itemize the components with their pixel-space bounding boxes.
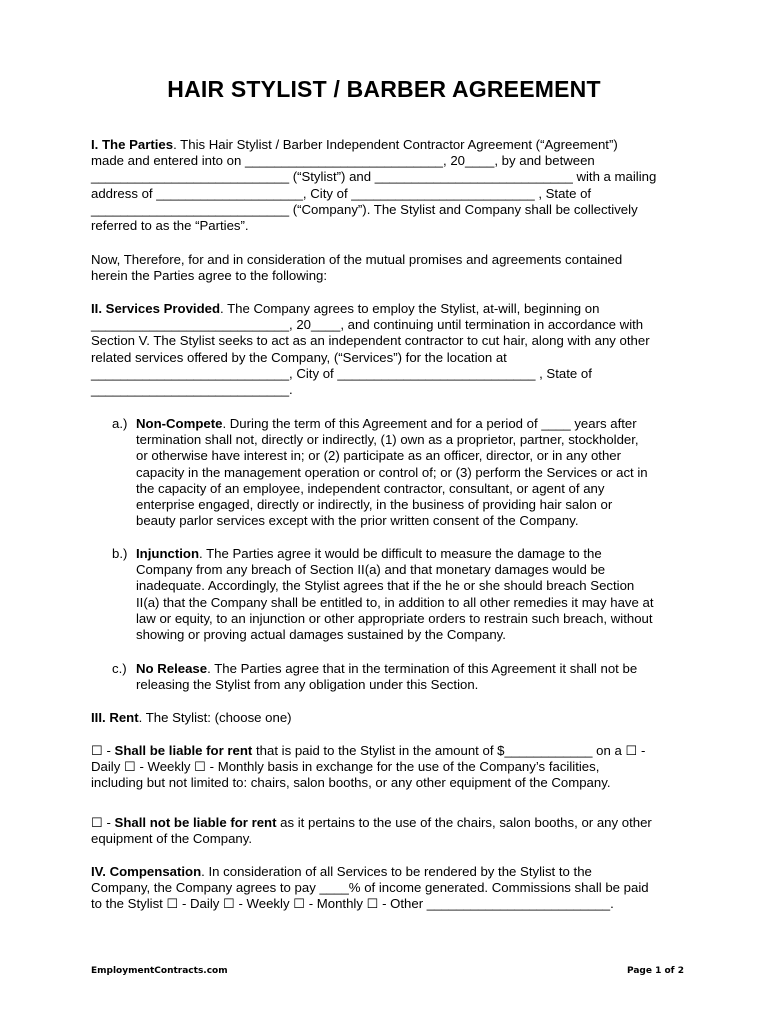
injunction-line: II(a) that the Company shall be entitled to, in addition to all other remedies it may have at [136,594,654,610]
section-now-therefore [91,252,691,284]
noncompete-marker: a.) [112,416,128,431]
rent-intro: . The Stylist: (choose one) [138,710,292,725]
rent-liable-line: including but not limited to: chairs, salon booths, or any other equipment of the Company. [91,775,611,791]
noncompete-line: termination shall not, directly or indirectly, (1) own as a proprietor, partner, stockholder, [136,432,639,448]
injunction-line: showing or proving actual damages sustained by the Company. [136,627,506,643]
injunction-line: . The Parties agree it would be difficult to measure the damage to the [199,546,602,561]
services-line: ___________________________. [91,382,293,398]
parties-heading: I. The Parties [91,137,174,152]
injunction-line: Company from any breach of Section II(a) and that monetary damages would be [136,562,606,578]
services-line: related services offered by the Company, (“Services”) for the location at [91,349,507,365]
rent-liable-label: Shall be liable for rent [114,743,253,758]
rent-option-not-liable [91,815,691,847]
rent-not-liable-line: equipment of the Company. [91,831,253,847]
rent-not-liable-label: Shall not be liable for rent [114,815,277,830]
norelease-line: . The Parties agree that in the termination of this Agreement it shall not be [207,661,638,676]
section-parties [91,137,691,234]
parties-line: ___________________________ (“Stylist”) and ___________________________ with a mailing [91,169,657,185]
noncompete-line: beauty parlor services except with the prior written consent of the Company. [136,513,579,529]
section-norelease [136,661,696,693]
injunction-heading: Injunction [136,546,199,561]
rent-heading: III. Rent [91,710,139,725]
section-noncompete [136,416,696,529]
noncompete-line: the capacity of an employee, independent contractor, consultant, or agent of any [136,480,605,496]
rent-liable-checkbox[interactable]: ☐ - [91,743,115,758]
rent-option-liable [91,743,691,792]
noncompete-line: or otherwise have interest in; or (2) participate as an officer, director, or in any other [136,448,622,464]
services-line: ___________________________, 20____, and continuing until termination in accordance with [91,317,644,333]
document-title: HAIR STYLIST / BARBER AGREEMENT [167,76,601,102]
footer-page-number: Page 1 of 2 [627,966,684,976]
section-services [91,301,691,398]
footer-site: EmploymentContracts.com [91,966,228,976]
now-therefore-line: herein the Parties agree to the following: [91,268,328,284]
compensation-heading: IV. Compensation [91,864,202,879]
injunction-line: law or equity, to an injunction or other appropriate orders to restrain such breach, without [136,610,653,626]
noncompete-line: enterprise engaged, directly or indirectly, in the business of providing hair salon or [136,497,613,513]
parties-line: address of ____________________, City of _________________________ , State of [91,185,592,201]
compensation-line: to the Stylist ☐ - Daily ☐ - Weekly ☐ - Monthly ☐ - Other _________________________. [91,896,614,912]
section-rent [91,710,691,726]
noncompete-line: capacity in the management operation or control of; or (3) perform the Services or act in [136,464,648,480]
services-line: . The Company agrees to employ the Stylist, at-will, beginning on [220,301,600,316]
injunction-marker: b.) [112,546,128,561]
services-heading: II. Services Provided [91,301,221,316]
noncompete-line: . During the term of this Agreement and for a period of ____ years after [222,416,637,431]
noncompete-heading: Non-Compete [136,416,223,431]
parties-line: ___________________________ (“Company”). The Stylist and Company shall be collectively [91,201,638,217]
injunction-line: inadequate. Accordingly, the Stylist agrees that if the he or she should breach Section [136,578,635,594]
now-therefore-line: Now, Therefore, for and in consideration of the mutual promises and agreements contained [91,252,623,267]
compensation-line: . In consideration of all Services to be rendered by the Stylist to the [201,864,592,879]
norelease-line: releasing the Stylist from any obligation under this Section. [136,677,479,693]
rent-not-liable-checkbox[interactable]: ☐ - [91,815,115,830]
compensation-line: Company, the Company agrees to pay ____% of income generated. Commissions shall be paid [91,880,649,896]
norelease-heading: No Release [136,661,208,676]
parties-line: made and entered into on ___________________________, 20____, by and between [91,153,595,169]
services-line: ___________________________, City of ___________________________ , State of [91,365,592,381]
rent-not-liable-line: as it pertains to the use of the chairs, salon booths, or any other [276,815,652,830]
section-injunction [136,546,696,643]
rent-liable-line: Daily ☐ - Weekly ☐ - Monthly basis in exchange for the use of the Company’s facilities, [91,759,600,775]
rent-liable-line: that is paid to the Stylist in the amount of $____________ on a ☐ - [252,743,646,758]
norelease-marker: c.) [112,661,127,676]
parties-line: . This Hair Stylist / Barber Independent Contractor Agreement (“Agreement”) [173,137,618,152]
parties-line: referred to as the “Parties”. [91,218,249,234]
section-compensation [91,864,691,913]
services-line: Section V. The Stylist seeks to act as an independent contractor to cut hair, along with any other [91,333,650,349]
